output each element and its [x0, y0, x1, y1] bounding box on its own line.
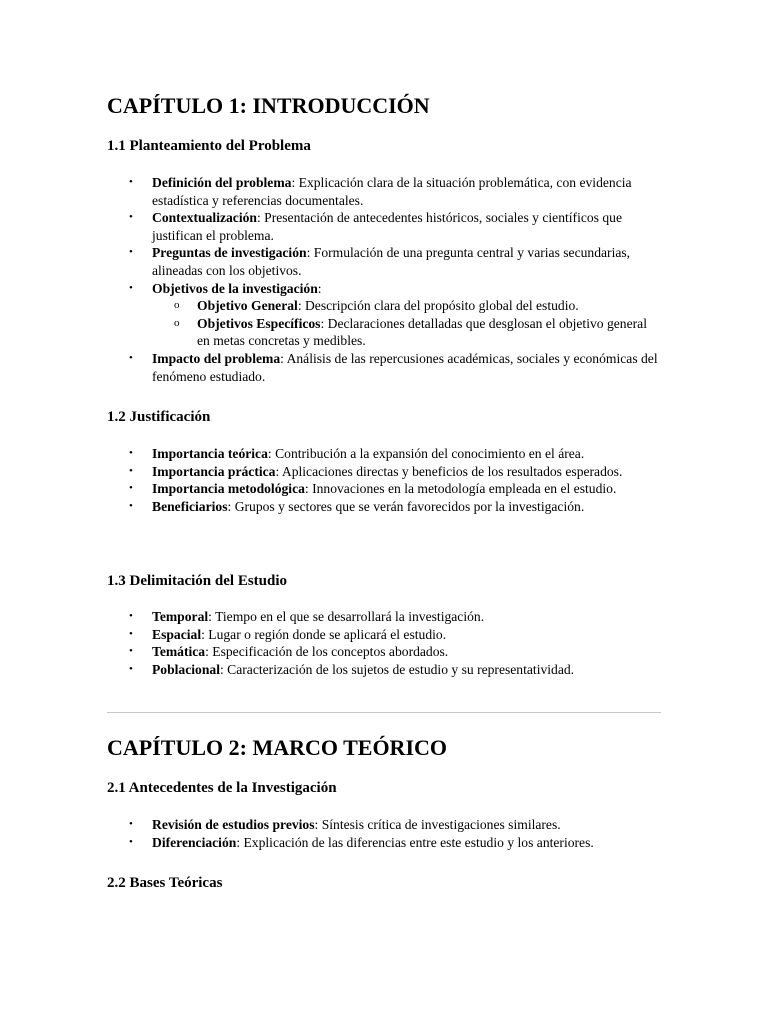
item-term: Preguntas de investigación [152, 245, 307, 261]
list-item [107, 350, 663, 385]
item-description: : Aplicaciones directas y beneficios de los resultados esperados. [275, 463, 623, 479]
bullet-icon: • [129, 211, 133, 224]
circle-bullet-icon: o [174, 299, 180, 312]
section-1-2-list [107, 445, 663, 515]
item-description: : Caracterización de los sujetos de estudio y su representatividad. [219, 661, 575, 677]
item-term: Diferenciación [152, 834, 237, 850]
bullet-icon: • [129, 499, 133, 512]
item-description: : Descripción clara del propósito global del estudio. [297, 298, 579, 314]
bullet-icon: • [129, 281, 133, 294]
item-description: : Contribución a la expansión del conocimiento en el área. [267, 446, 585, 461]
list-item [107, 244, 663, 279]
list-item [107, 643, 663, 661]
item-description: : Explicación de las diferencias entre este estudio y los anteriores. [236, 834, 594, 850]
bullet-icon: • [129, 662, 133, 675]
objectives-sublist [152, 297, 663, 350]
item-term: Espacial [152, 626, 202, 642]
section-1-2-heading: 1.2 Justificación [107, 409, 211, 425]
bullet-icon: • [129, 645, 133, 658]
bullet-icon: • [129, 482, 133, 495]
section-1-1-list [107, 174, 663, 385]
list-item [107, 280, 663, 350]
list-item [107, 608, 663, 626]
item-term: Objetivo General [197, 298, 298, 314]
list-item [107, 498, 663, 516]
item-description: : Análisis de las repercusiones académicas, sociales y económicas del fenómeno estudiado. [152, 350, 658, 384]
item-description: : Presentación de antecedentes históricos, sociales y científicos que justifican el problema. [152, 210, 622, 243]
item-description: : Grupos y sectores que se verán favorecidos por la investigación. [227, 498, 585, 514]
chapter-divider [107, 712, 661, 713]
item-term: Objetivos de la investigación [152, 280, 318, 296]
section-2-1-heading: 2.1 Antecedentes de la Investigación [107, 780, 337, 796]
section-2-1-list [107, 816, 663, 851]
list-item [107, 834, 663, 852]
circle-bullet-icon: o [174, 316, 180, 329]
item-description: : Formulación de una pregunta central y varias secundarias, alineadas con los objetivos. [152, 245, 631, 278]
item-term: Definición del problema [152, 175, 292, 190]
section-1-1-heading: 1.1 Planteamiento del Problema [107, 138, 311, 154]
item-term: Importancia teórica [152, 446, 268, 461]
list-item [107, 626, 663, 644]
item-term: Contextualización [152, 210, 257, 226]
list-item [107, 445, 663, 463]
sub-list-item [152, 315, 663, 350]
chapter-1-title: CAPÍTULO 1: INTRODUCCIÓN [107, 93, 430, 118]
bullet-icon: • [129, 176, 133, 188]
item-description: : [317, 280, 322, 296]
item-term: Temporal [152, 609, 209, 624]
item-term: Objetivos Específicos [197, 315, 321, 331]
item-term: Beneficiarios [152, 498, 228, 514]
bullet-icon: • [129, 610, 133, 622]
bullet-icon: • [129, 627, 133, 640]
list-item [107, 816, 663, 834]
item-term: Impacto del problema [152, 350, 281, 366]
section-2-2-heading: 2.2 Bases Teóricas [107, 875, 223, 891]
item-term: Temática [152, 644, 206, 660]
item-description: : Explicación clara de la situación problemática, con evidencia estadística y referencias documentales. [152, 175, 632, 208]
list-item [107, 174, 663, 209]
bullet-icon: • [129, 246, 133, 259]
bullet-icon: • [129, 835, 133, 848]
section-1-3-list [107, 608, 663, 678]
list-item [107, 661, 663, 679]
item-description: : Síntesis crítica de investigaciones similares. [314, 817, 561, 832]
sub-list-item [152, 297, 663, 315]
list-item [107, 209, 663, 244]
item-term: Importancia práctica [152, 463, 276, 479]
item-description: : Declaraciones detalladas que desglosan el objetivo general en metas concretas y medibles. [197, 315, 647, 349]
item-description: : Tiempo en el que se desarrollará la investigación. [208, 609, 485, 624]
item-description: : Especificación de los conceptos abordados. [205, 644, 449, 660]
list-item [107, 463, 663, 481]
item-term: Importancia metodológica [152, 481, 305, 497]
item-term: Poblacional [152, 661, 220, 677]
item-description: : Lugar o región donde se aplicará el estudio. [201, 626, 447, 642]
item-term: Revisión de estudios previos [152, 817, 315, 832]
section-1-3-heading: 1.3 Delimitación del Estudio [107, 573, 288, 589]
bullet-icon: • [129, 818, 133, 830]
bullet-icon: • [129, 351, 133, 364]
list-item [107, 480, 663, 498]
item-description: : Innovaciones en la metodología empleada en el estudio. [304, 481, 617, 497]
chapter-2-title: CAPÍTULO 2: MARCO TEÓRICO [107, 735, 448, 760]
bullet-icon: • [129, 464, 133, 477]
bullet-icon: • [129, 447, 133, 459]
